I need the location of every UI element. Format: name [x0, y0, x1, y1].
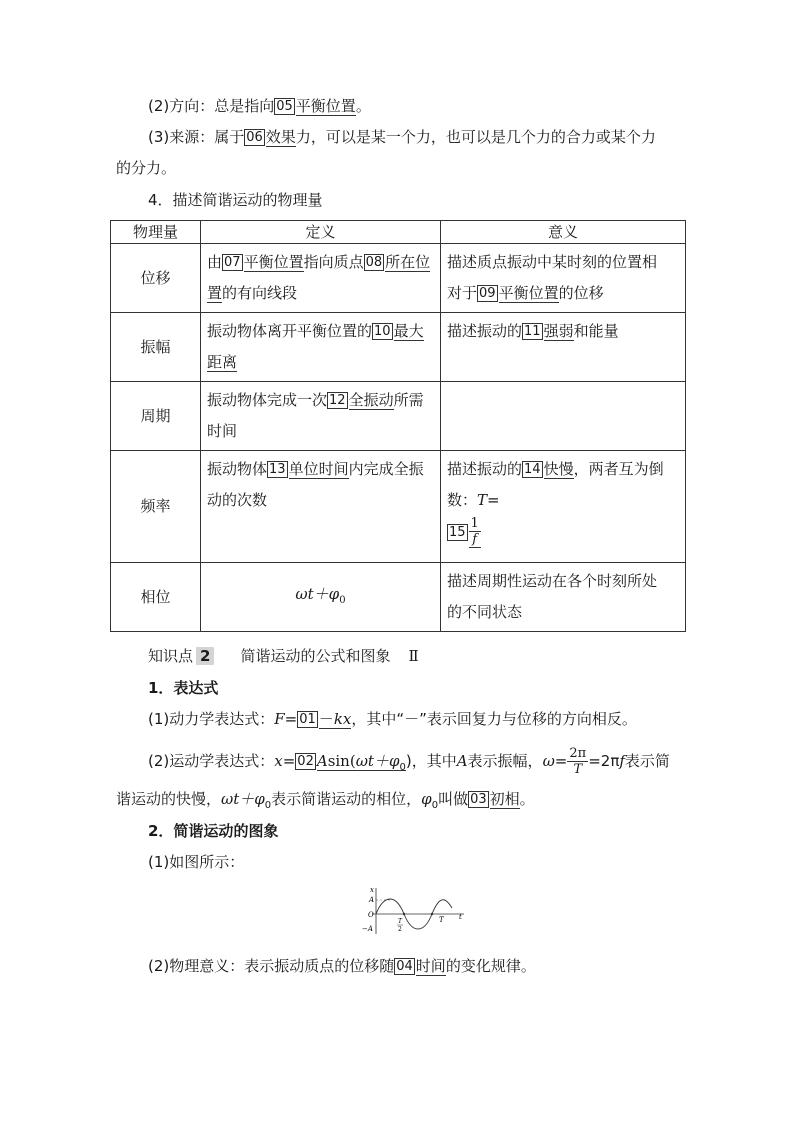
blank-answer: 时间 — [415, 957, 446, 975]
definition-cell — [201, 563, 441, 632]
text: 力，可以是某一个力，也可以是几个力的合力或某个力 — [295, 128, 656, 146]
text: (2)方向：总是指向 — [148, 97, 275, 115]
text: = — [554, 752, 568, 770]
blank-number: 02 — [297, 754, 314, 769]
text: 振动物体离开平衡位置的 — [207, 322, 373, 340]
subscript: 0 — [399, 762, 406, 773]
blank-answer: 平衡位置 — [243, 253, 304, 271]
neg-amplitude-label: −A — [362, 925, 373, 933]
meaning-cell — [441, 563, 686, 632]
source-paragraph — [148, 126, 656, 148]
fraction-denominator: f — [472, 532, 478, 547]
definition-cell — [201, 382, 441, 451]
text: ωt＋φ — [355, 752, 400, 770]
text: 振动物体完成一次 — [207, 391, 328, 409]
heading-physical-quantities: 4．描述简谐运动的物理量 — [148, 191, 323, 209]
text: 表示简谐运动的相位， — [271, 790, 422, 808]
meaning-cell — [441, 382, 686, 451]
knowledge-point-number: 2 — [196, 647, 214, 665]
text: 。 — [355, 97, 371, 115]
kinematics-expression — [148, 746, 670, 781]
kinematics-expression-cont — [116, 788, 535, 817]
header-cell: 定义 — [201, 221, 441, 244]
text: 叫做 — [438, 790, 469, 808]
sine-graph — [362, 884, 468, 936]
text: F — [274, 710, 285, 728]
blank-answer — [317, 752, 406, 771]
text: 由 — [207, 253, 223, 271]
blank-number: 11 — [524, 324, 541, 339]
physical-meaning-paragraph — [148, 955, 536, 977]
text: － — [318, 710, 334, 728]
text: 简谐运动的公式和图象 — [240, 647, 391, 665]
meaning-cell — [441, 451, 686, 563]
t-axis-label: t — [459, 913, 462, 921]
text: sin( — [327, 752, 356, 770]
definition-cell — [201, 451, 441, 563]
text: A — [456, 752, 468, 770]
text: ，其中“－”表示回复力与位移的方向相反。 — [351, 710, 637, 728]
blank-number: 14 — [524, 462, 541, 477]
text: 振动物体 — [207, 460, 268, 478]
text: ωt＋φ — [221, 790, 265, 808]
row-name: 相位 — [111, 563, 201, 632]
fraction-denominator: T — [573, 762, 583, 777]
subscript: 0 — [431, 800, 439, 811]
fraction — [567, 746, 588, 777]
text: 描述质点振动中某时刻的位置相 — [447, 253, 658, 271]
text: (2)物理意义：表示振动质点的位移随 — [148, 957, 395, 975]
blank-number: 10 — [374, 324, 391, 339]
period-point — [431, 913, 433, 915]
row-name: 振幅 — [111, 313, 201, 382]
text: 描述振动的 — [447, 460, 523, 478]
text: = — [284, 710, 298, 728]
blank-number: 09 — [479, 286, 496, 301]
definition-cell — [201, 313, 441, 382]
text: 表示简 — [624, 752, 670, 770]
text: kx — [333, 710, 352, 728]
blank-answer: 距离 — [207, 353, 238, 371]
meaning-cell — [441, 313, 686, 382]
text: T — [477, 491, 488, 509]
text: 动的次数 — [207, 491, 268, 509]
blank-number: 04 — [396, 959, 413, 974]
table-row — [111, 313, 686, 382]
text: 对于 — [447, 284, 478, 302]
heading-expression: 1．表达式 — [148, 679, 219, 697]
knowledge-point-title — [148, 645, 419, 667]
direction-paragraph — [148, 95, 371, 117]
blank-number: 06 — [246, 130, 263, 145]
fraction-numerator: 1 — [470, 516, 479, 531]
definition-cell — [201, 244, 441, 313]
text: 描述振动的 — [447, 322, 523, 340]
blank-answer: 平衡位置 — [295, 97, 356, 115]
blank-answer — [319, 710, 352, 729]
text: = — [487, 491, 500, 509]
blank-answer: 所在位 — [385, 253, 431, 271]
text: 内完成全振 — [348, 460, 424, 478]
row-name: 频率 — [111, 451, 201, 563]
text: (3)来源：属于 — [148, 128, 245, 146]
text: ，两者互为倒 — [573, 460, 664, 478]
meaning-cell — [441, 244, 686, 313]
text: )，其中 — [405, 752, 457, 770]
source-paragraph-cont: 的分力。 — [116, 159, 177, 177]
text: 时间 — [207, 422, 238, 440]
fraction — [469, 516, 481, 548]
table-row — [111, 451, 686, 563]
blank-answer: 置 — [207, 284, 223, 302]
blank-number: 08 — [365, 255, 383, 270]
blank-answer: 最大 — [393, 322, 424, 340]
text: 表示振幅， — [467, 752, 543, 770]
heading-graph: 2．简谐运动的图象 — [148, 822, 279, 840]
text: 的有向线段 — [222, 284, 298, 302]
text: 描述周期性运动在各个时刻所处 — [447, 572, 658, 590]
text: 的不同状态 — [447, 603, 523, 621]
level-mark: Ⅱ — [408, 647, 419, 665]
text: 和能量 — [573, 322, 619, 340]
text: 。 — [519, 790, 535, 808]
text: ω — [542, 752, 555, 770]
physical-quantities-table — [110, 220, 686, 632]
text: φ — [421, 790, 432, 808]
text: = — [282, 752, 296, 770]
blank-answer: 初相 — [489, 790, 520, 808]
blank-number: 03 — [470, 792, 487, 807]
header-cell: 意义 — [441, 221, 686, 244]
fraction-numerator: 2π — [569, 746, 587, 761]
text: 的变化规律。 — [445, 957, 536, 975]
text: 数： — [447, 491, 478, 509]
text: =2π — [588, 752, 620, 770]
text: 的位移 — [558, 284, 604, 302]
graph-intro: (1)如图所示： — [148, 853, 245, 871]
text: f — [619, 752, 625, 770]
text: 所需 — [393, 391, 424, 409]
header-cell: 物理量 — [111, 221, 201, 244]
origin-label: O — [368, 911, 374, 919]
phase-expression: ωt＋φ — [295, 584, 340, 603]
half-period-denominator: 2 — [398, 926, 402, 933]
text: x — [274, 752, 283, 770]
row-name: 周期 — [111, 382, 201, 451]
blank-number: 12 — [329, 393, 346, 408]
amplitude-label: A — [369, 896, 375, 904]
period-label: T — [439, 916, 444, 924]
row-name: 位移 — [111, 244, 201, 313]
half-period-numerator: T — [398, 918, 403, 925]
half-period-point — [403, 913, 405, 915]
blank-answer: 强弱 — [543, 322, 574, 340]
blank-answer: 平衡位置 — [498, 284, 559, 302]
blank-answer: 全振动 — [348, 391, 394, 409]
text: (1)动力学表达式： — [148, 710, 275, 728]
text: (2)运动学表达式： — [148, 752, 275, 770]
dynamics-expression — [148, 708, 637, 730]
text: 指向质点 — [303, 253, 364, 271]
blank-number: 13 — [269, 462, 286, 477]
text: 谐运动的快慢， — [116, 790, 222, 808]
table-header-row — [111, 221, 686, 244]
text: A — [316, 752, 328, 770]
subscript: 0 — [264, 800, 272, 811]
blank-answer: 快慢 — [543, 460, 574, 478]
blank-answer: 效果 — [265, 128, 296, 146]
table-row — [111, 382, 686, 451]
table-row — [111, 563, 686, 632]
blank-number: 01 — [299, 712, 316, 727]
table-row — [111, 244, 686, 313]
y-axis-label: x — [370, 886, 374, 894]
blank-number: 15 — [449, 524, 466, 540]
blank-number: 07 — [224, 255, 241, 270]
blank-number: 05 — [276, 99, 293, 114]
subscript: 0 — [339, 594, 346, 606]
blank-answer: 单位时间 — [288, 460, 349, 478]
text: 知识点 — [148, 647, 194, 665]
